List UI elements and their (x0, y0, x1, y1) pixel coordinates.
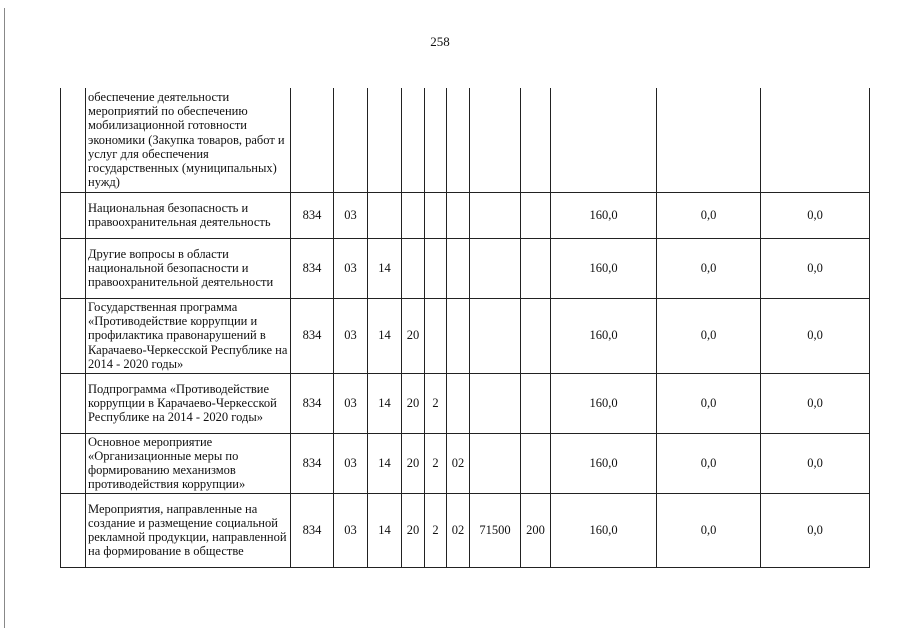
row-v2-cell: 0,0 (657, 433, 761, 493)
row-c1-cell: 834 (291, 238, 334, 298)
row-c7-cell (470, 192, 521, 238)
row-c8-cell (521, 373, 551, 433)
row-c4-cell (402, 88, 425, 192)
table-row (61, 238, 870, 298)
row-v3-cell: 0,0 (761, 373, 870, 433)
row-v2-cell: 0,0 (657, 298, 761, 373)
row-c1-cell: 834 (291, 373, 334, 433)
row-c6-cell: 02 (447, 433, 470, 493)
row-c5-cell: 2 (425, 433, 447, 493)
row-index-cell (61, 433, 86, 493)
row-name-cell: Подпрограмма «Противодействие коррупции в Карачаево-Черкесской Республике на 2014 - 2020 годы» (86, 373, 291, 433)
row-v3-cell: 0,0 (761, 493, 870, 567)
row-c2-cell: 03 (334, 493, 368, 567)
scan-edge-line (4, 8, 5, 628)
row-v2-cell: 0,0 (657, 493, 761, 567)
table-row (61, 493, 870, 567)
row-c6-cell (447, 373, 470, 433)
row-c8-cell (521, 192, 551, 238)
row-c8-cell (521, 433, 551, 493)
row-name-cell: обеспечение деятельности мероприятий по обеспечению мобилизационной готовности экономики (Закупка товаров, работ и услуг для обеспечения государственных (муниципальных) нужд) (86, 88, 291, 192)
row-c8-cell: 200 (521, 493, 551, 567)
row-c5-cell (425, 88, 447, 192)
row-v3-cell: 0,0 (761, 433, 870, 493)
row-c3-cell (368, 192, 402, 238)
row-c2-cell: 03 (334, 192, 368, 238)
row-v3-cell (761, 88, 870, 192)
row-c3-cell: 14 (368, 373, 402, 433)
row-c5-cell (425, 192, 447, 238)
row-v1-cell: 160,0 (551, 298, 657, 373)
row-c2-cell: 03 (334, 373, 368, 433)
row-v3-cell: 0,0 (761, 192, 870, 238)
page-number: 258 (430, 34, 450, 49)
budget-table (60, 88, 870, 568)
row-c3-cell (368, 88, 402, 192)
row-c8-cell (521, 238, 551, 298)
row-v1-cell: 160,0 (551, 373, 657, 433)
row-name-cell: Основное мероприятие «Организационные меры по формированию механизмов противодействия коррупции» (86, 433, 291, 493)
row-c6-cell (447, 238, 470, 298)
row-c6-cell: 02 (447, 493, 470, 567)
row-c5-cell (425, 298, 447, 373)
row-index-cell (61, 88, 86, 192)
row-v1-cell (551, 88, 657, 192)
row-v3-cell: 0,0 (761, 298, 870, 373)
row-c7-cell (470, 298, 521, 373)
row-name-cell: Другие вопросы в области национальной безопасности и правоохранительной деятельности (86, 238, 291, 298)
row-c1-cell: 834 (291, 298, 334, 373)
row-name-cell: Национальная безопасность и правоохранительная деятельность (86, 192, 291, 238)
row-name-cell: Государственная программа «Противодействие коррупции и профилактика правонарушений в Карачаево-Черкесской Республике на 2014 - 2020 годы» (86, 298, 291, 373)
row-index-cell (61, 373, 86, 433)
row-c2-cell: 03 (334, 433, 368, 493)
row-c4-cell (402, 238, 425, 298)
row-v2-cell: 0,0 (657, 373, 761, 433)
row-c4-cell: 20 (402, 298, 425, 373)
row-c1-cell: 834 (291, 493, 334, 567)
row-v3-cell: 0,0 (761, 238, 870, 298)
row-c4-cell: 20 (402, 433, 425, 493)
row-index-cell (61, 493, 86, 567)
row-c2-cell (334, 88, 368, 192)
row-v1-cell: 160,0 (551, 433, 657, 493)
row-v1-cell: 160,0 (551, 493, 657, 567)
row-v1-cell: 160,0 (551, 192, 657, 238)
row-c3-cell: 14 (368, 493, 402, 567)
row-c5-cell: 2 (425, 493, 447, 567)
row-c7-cell: 71500 (470, 493, 521, 567)
row-c4-cell (402, 192, 425, 238)
row-c7-cell (470, 373, 521, 433)
table-row (61, 373, 870, 433)
row-c5-cell (425, 238, 447, 298)
row-c2-cell: 03 (334, 238, 368, 298)
row-index-cell (61, 192, 86, 238)
row-c5-cell: 2 (425, 373, 447, 433)
row-c3-cell: 14 (368, 238, 402, 298)
row-c8-cell (521, 88, 551, 192)
row-index-cell (61, 238, 86, 298)
row-c1-cell: 834 (291, 192, 334, 238)
row-v2-cell: 0,0 (657, 238, 761, 298)
row-c8-cell (521, 298, 551, 373)
row-c1-cell: 834 (291, 433, 334, 493)
row-c4-cell: 20 (402, 493, 425, 567)
row-c3-cell: 14 (368, 433, 402, 493)
row-c6-cell (447, 192, 470, 238)
row-c4-cell: 20 (402, 373, 425, 433)
row-c6-cell (447, 88, 470, 192)
table-row (61, 192, 870, 238)
table-row (61, 88, 870, 192)
table-row (61, 298, 870, 373)
row-name-cell: Мероприятия, направленные на создание и размещение социальной рекламной продукции, направленной на формирование в обществе (86, 493, 291, 567)
row-v2-cell (657, 88, 761, 192)
row-c7-cell (470, 88, 521, 192)
row-c6-cell (447, 298, 470, 373)
table-row (61, 433, 870, 493)
row-c7-cell (470, 433, 521, 493)
row-c2-cell: 03 (334, 298, 368, 373)
row-v2-cell: 0,0 (657, 192, 761, 238)
row-c7-cell (470, 238, 521, 298)
row-v1-cell: 160,0 (551, 238, 657, 298)
row-index-cell (61, 298, 86, 373)
row-c3-cell: 14 (368, 298, 402, 373)
row-c1-cell (291, 88, 334, 192)
